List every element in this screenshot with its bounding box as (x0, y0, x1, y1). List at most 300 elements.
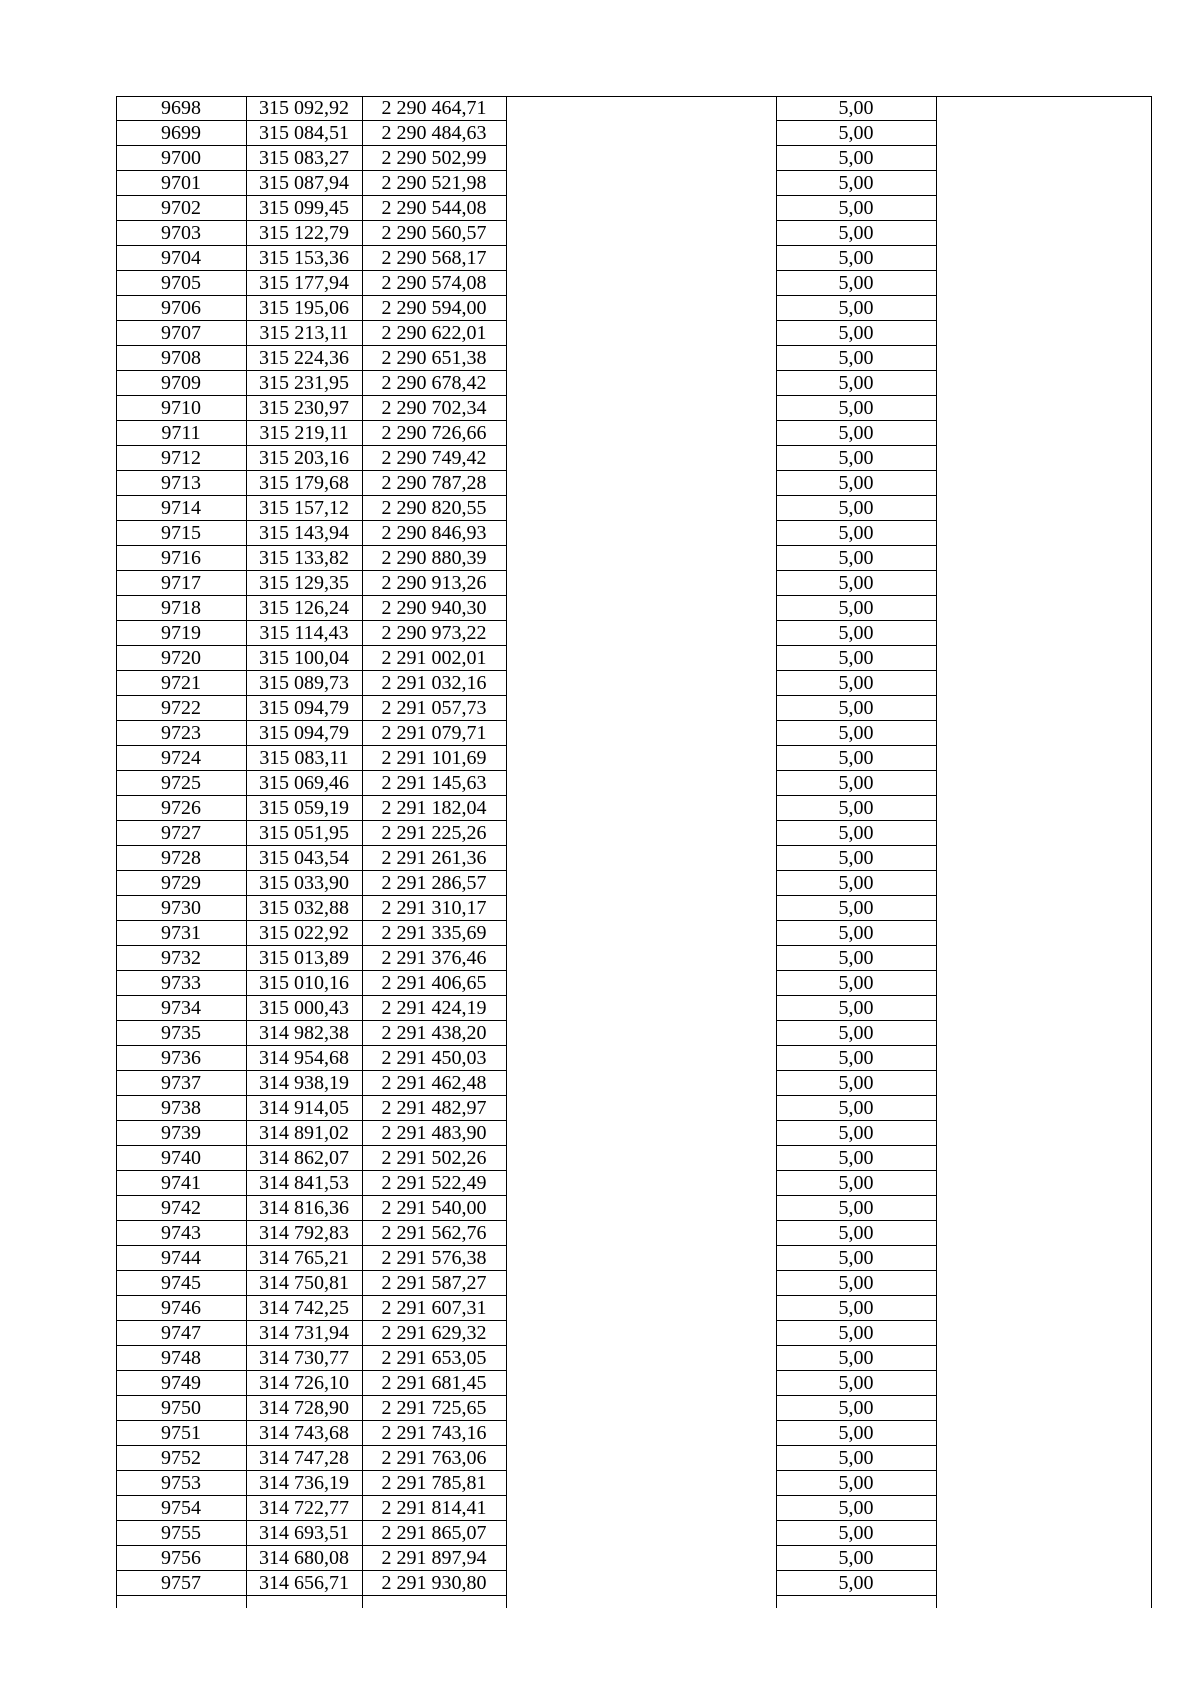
empty-cell (506, 1096, 776, 1121)
value-cell: 5,00 (776, 1046, 936, 1071)
y-coordinate-cell: 2 290 521,98 (362, 171, 506, 196)
value-cell: 5,00 (776, 1446, 936, 1471)
empty-cell (936, 171, 1152, 196)
empty-cell (506, 1021, 776, 1046)
value-cell: 5,00 (776, 421, 936, 446)
x-coordinate-cell: 314 730,77 (246, 1346, 362, 1371)
table-row (116, 196, 1152, 221)
table-row (116, 821, 1152, 846)
table-row (116, 346, 1152, 371)
y-coordinate-cell: 2 291 743,16 (362, 1421, 506, 1446)
y-coordinate-cell: 2 291 607,31 (362, 1296, 506, 1321)
empty-cell (506, 421, 776, 446)
point-number-cell: 9755 (116, 1521, 246, 1546)
point-number-cell: 9708 (116, 346, 246, 371)
table-row (116, 721, 1152, 746)
x-coordinate-cell: 315 032,88 (246, 896, 362, 921)
point-number-cell: 9742 (116, 1196, 246, 1221)
y-coordinate-cell: 2 290 846,93 (362, 521, 506, 546)
x-coordinate-cell: 315 126,24 (246, 596, 362, 621)
value-cell: 5,00 (776, 471, 936, 496)
empty-cell (506, 1546, 776, 1571)
empty-cell (936, 271, 1152, 296)
x-coordinate-cell: 315 022,92 (246, 921, 362, 946)
empty-cell (936, 1396, 1152, 1421)
y-coordinate-cell: 2 291 424,19 (362, 996, 506, 1021)
empty-cell (936, 571, 1152, 596)
x-coordinate-cell: 314 982,38 (246, 1021, 362, 1046)
empty-cell (506, 971, 776, 996)
value-cell: 5,00 (776, 621, 936, 646)
table-row (116, 1196, 1152, 1221)
value-cell: 5,00 (776, 996, 936, 1021)
empty-cell (936, 396, 1152, 421)
table-row (116, 1396, 1152, 1421)
value-cell: 5,00 (776, 1146, 936, 1171)
value-cell: 5,00 (776, 821, 936, 846)
table-row (116, 1096, 1152, 1121)
empty-cell (936, 1171, 1152, 1196)
table-row (116, 1521, 1152, 1546)
empty-cell (506, 1071, 776, 1096)
point-number-cell: 9743 (116, 1221, 246, 1246)
empty-cell (506, 896, 776, 921)
x-coordinate-cell: 314 728,90 (246, 1396, 362, 1421)
value-cell: 5,00 (776, 1396, 936, 1421)
empty-cell (506, 746, 776, 771)
value-cell: 5,00 (776, 1221, 936, 1246)
empty-cell (936, 196, 1152, 221)
value-cell: 5,00 (776, 1321, 936, 1346)
y-coordinate-cell: 2 290 568,17 (362, 246, 506, 271)
table-row (116, 521, 1152, 546)
value-cell: 5,00 (776, 1346, 936, 1371)
table-row (116, 296, 1152, 321)
y-coordinate-cell: 2 291 002,01 (362, 646, 506, 671)
point-number-cell: 9756 (116, 1546, 246, 1571)
y-coordinate-cell: 2 291 483,90 (362, 1121, 506, 1146)
point-number-cell: 9701 (116, 171, 246, 196)
empty-cell (506, 1196, 776, 1221)
y-coordinate-cell: 2 291 057,73 (362, 696, 506, 721)
x-coordinate-cell: 315 213,11 (246, 321, 362, 346)
x-coordinate-cell: 315 013,89 (246, 946, 362, 971)
point-number-cell: 9732 (116, 946, 246, 971)
empty-cell (506, 1296, 776, 1321)
y-coordinate-cell: 2 290 678,42 (362, 371, 506, 396)
empty-cell (506, 1471, 776, 1496)
empty-cell (936, 321, 1152, 346)
point-number-cell: 9709 (116, 371, 246, 396)
x-coordinate-cell: 315 083,27 (246, 146, 362, 171)
y-coordinate-cell: 2 290 702,34 (362, 396, 506, 421)
x-coordinate-cell: 315 051,95 (246, 821, 362, 846)
empty-cell (506, 121, 776, 146)
x-coordinate-cell: 314 731,94 (246, 1321, 362, 1346)
y-coordinate-cell: 2 290 787,28 (362, 471, 506, 496)
y-coordinate-cell: 2 291 145,63 (362, 771, 506, 796)
x-coordinate-cell: 314 841,53 (246, 1171, 362, 1196)
x-coordinate-cell: 315 100,04 (246, 646, 362, 671)
table-row (116, 1146, 1152, 1171)
point-number-cell: 9754 (116, 1496, 246, 1521)
value-cell: 5,00 (776, 296, 936, 321)
point-number-cell: 9752 (116, 1446, 246, 1471)
y-coordinate-cell: 2 290 484,63 (362, 121, 506, 146)
table-row (116, 771, 1152, 796)
empty-cell (936, 1196, 1152, 1221)
empty-cell (506, 396, 776, 421)
y-coordinate-cell: 2 290 880,39 (362, 546, 506, 571)
empty-cell (506, 246, 776, 271)
value-cell: 5,00 (776, 896, 936, 921)
point-number-cell: 9714 (116, 496, 246, 521)
x-coordinate-cell: 315 157,12 (246, 496, 362, 521)
value-cell: 5,00 (776, 1421, 936, 1446)
x-coordinate-cell: 315 203,16 (246, 446, 362, 471)
empty-cell (506, 321, 776, 346)
point-number-cell: 9727 (116, 821, 246, 846)
value-cell: 5,00 (776, 571, 936, 596)
point-number-cell: 9718 (116, 596, 246, 621)
empty-cell (936, 1096, 1152, 1121)
empty-cell (936, 1221, 1152, 1246)
table-row (116, 1571, 1152, 1596)
x-coordinate-cell: 314 792,83 (246, 1221, 362, 1246)
x-coordinate-cell: 315 043,54 (246, 846, 362, 871)
point-number-cell: 9737 (116, 1071, 246, 1096)
empty-cell (936, 821, 1152, 846)
value-cell: 5,00 (776, 921, 936, 946)
y-coordinate-cell: 2 290 622,01 (362, 321, 506, 346)
value-cell: 5,00 (776, 546, 936, 571)
table-row (116, 1421, 1152, 1446)
value-cell: 5,00 (776, 1096, 936, 1121)
value-cell: 5,00 (776, 1571, 936, 1596)
x-coordinate-cell: 315 083,11 (246, 746, 362, 771)
empty-cell (936, 246, 1152, 271)
y-coordinate-cell: 2 290 560,57 (362, 221, 506, 246)
empty-cell (936, 296, 1152, 321)
point-number-cell: 9729 (116, 871, 246, 896)
x-coordinate-cell: 314 656,71 (246, 1571, 362, 1596)
point-number-cell: 9753 (116, 1471, 246, 1496)
empty-cell (936, 121, 1152, 146)
table-row (116, 1221, 1152, 1246)
empty-cell (936, 721, 1152, 746)
point-number-cell: 9719 (116, 621, 246, 646)
value-cell: 5,00 (776, 846, 936, 871)
empty-cell (936, 1271, 1152, 1296)
y-coordinate-cell: 2 290 651,38 (362, 346, 506, 371)
x-coordinate-cell: 315 087,94 (246, 171, 362, 196)
x-coordinate-cell: 315 114,43 (246, 621, 362, 646)
x-coordinate-cell: 315 084,51 (246, 121, 362, 146)
y-coordinate-cell: 2 291 587,27 (362, 1271, 506, 1296)
point-number-cell: 9728 (116, 846, 246, 871)
y-coordinate-cell: 2 291 225,26 (362, 821, 506, 846)
point-number-cell: 9744 (116, 1246, 246, 1271)
point-number-cell: 9700 (116, 146, 246, 171)
value-cell: 5,00 (776, 121, 936, 146)
table-row (116, 921, 1152, 946)
empty-cell (936, 446, 1152, 471)
value-cell: 5,00 (776, 196, 936, 221)
x-coordinate-cell: 315 224,36 (246, 346, 362, 371)
value-cell: 5,00 (776, 871, 936, 896)
empty-cell (936, 771, 1152, 796)
point-number-cell: 9721 (116, 671, 246, 696)
empty-cell (506, 1396, 776, 1421)
empty-cell (506, 1171, 776, 1196)
point-number-cell: 9740 (116, 1146, 246, 1171)
y-coordinate-cell: 2 291 814,41 (362, 1496, 506, 1521)
table-row (116, 471, 1152, 496)
empty-cell (506, 371, 776, 396)
value-cell: 5,00 (776, 1271, 936, 1296)
x-coordinate-cell: 315 089,73 (246, 671, 362, 696)
empty-cell (506, 946, 776, 971)
empty-cell (936, 946, 1152, 971)
point-number-cell: 9699 (116, 121, 246, 146)
value-cell: 5,00 (776, 371, 936, 396)
table-row (116, 1321, 1152, 1346)
empty-cell (936, 546, 1152, 571)
y-coordinate-cell: 2 291 482,97 (362, 1096, 506, 1121)
value-cell: 5,00 (776, 96, 936, 121)
point-number-cell: 9739 (116, 1121, 246, 1146)
x-coordinate-cell: 314 862,07 (246, 1146, 362, 1171)
y-coordinate-cell: 2 291 653,05 (362, 1346, 506, 1371)
y-coordinate-cell: 2 290 502,99 (362, 146, 506, 171)
table-row (116, 1546, 1152, 1571)
value-cell: 5,00 (776, 171, 936, 196)
empty-cell (506, 721, 776, 746)
value-cell: 5,00 (776, 971, 936, 996)
empty-cell (936, 621, 1152, 646)
empty-cell (936, 1146, 1152, 1171)
empty-cell (506, 1271, 776, 1296)
x-coordinate-cell: 315 231,95 (246, 371, 362, 396)
point-number-cell: 9750 (116, 1396, 246, 1421)
table-row (116, 1021, 1152, 1046)
point-number-cell: 9731 (116, 921, 246, 946)
table-row (116, 271, 1152, 296)
empty-cell (506, 846, 776, 871)
y-coordinate-cell: 2 290 749,42 (362, 446, 506, 471)
y-coordinate-cell: 2 290 820,55 (362, 496, 506, 521)
point-number-cell: 9703 (116, 221, 246, 246)
x-coordinate-cell: 314 914,05 (246, 1096, 362, 1121)
point-number-cell: 9704 (116, 246, 246, 271)
x-coordinate-cell: 314 765,21 (246, 1246, 362, 1271)
x-coordinate-cell: 315 010,16 (246, 971, 362, 996)
empty-cell (506, 1521, 776, 1546)
empty-cell (936, 1521, 1152, 1546)
value-cell: 5,00 (776, 946, 936, 971)
empty-cell (506, 546, 776, 571)
empty-cell (936, 1471, 1152, 1496)
x-coordinate-cell: 314 680,08 (246, 1546, 362, 1571)
empty-cell (936, 1346, 1152, 1371)
empty-cell (506, 346, 776, 371)
empty-cell (936, 671, 1152, 696)
x-coordinate-cell: 314 954,68 (246, 1046, 362, 1071)
point-number-cell: 9720 (116, 646, 246, 671)
value-cell: 5,00 (776, 1471, 936, 1496)
empty-cell (506, 1571, 776, 1596)
y-coordinate-cell: 2 290 913,26 (362, 571, 506, 596)
table-row (116, 1171, 1152, 1196)
y-coordinate-cell: 2 291 930,80 (362, 1571, 506, 1596)
x-coordinate-cell: 315 000,43 (246, 996, 362, 1021)
y-coordinate-cell: 2 290 574,08 (362, 271, 506, 296)
y-coordinate-cell: 2 291 897,94 (362, 1546, 506, 1571)
value-cell: 5,00 (776, 646, 936, 671)
empty-cell (936, 1571, 1152, 1596)
y-coordinate-cell: 2 290 544,08 (362, 196, 506, 221)
value-cell: 5,00 (776, 771, 936, 796)
y-coordinate-cell: 2 291 406,65 (362, 971, 506, 996)
table-row (116, 1046, 1152, 1071)
point-number-cell: 9757 (116, 1571, 246, 1596)
x-coordinate-cell: 315 179,68 (246, 471, 362, 496)
empty-cell (936, 871, 1152, 896)
value-cell: 5,00 (776, 796, 936, 821)
point-number-cell: 9741 (116, 1171, 246, 1196)
y-coordinate-cell: 2 290 464,71 (362, 96, 506, 121)
value-cell: 5,00 (776, 396, 936, 421)
point-number-cell: 9705 (116, 271, 246, 296)
empty-cell (936, 1321, 1152, 1346)
value-cell: 5,00 (776, 696, 936, 721)
y-coordinate-cell: 2 290 594,00 (362, 296, 506, 321)
value-cell: 5,00 (776, 271, 936, 296)
empty-cell (506, 271, 776, 296)
empty-cell (506, 1146, 776, 1171)
y-coordinate-cell: 2 291 182,04 (362, 796, 506, 821)
empty-cell (936, 846, 1152, 871)
x-coordinate-cell: 315 122,79 (246, 221, 362, 246)
table-row (116, 171, 1152, 196)
empty-cell (936, 1296, 1152, 1321)
point-number-cell: 9747 (116, 1321, 246, 1346)
point-number-cell: 9748 (116, 1346, 246, 1371)
empty-cell (936, 696, 1152, 721)
empty-cell (936, 346, 1152, 371)
value-cell: 5,00 (776, 746, 936, 771)
value-cell: 5,00 (776, 496, 936, 521)
empty-cell (506, 1371, 776, 1396)
empty-cell (936, 221, 1152, 246)
empty-cell (936, 1121, 1152, 1146)
empty-cell (506, 1246, 776, 1271)
empty-cell (936, 421, 1152, 446)
value-cell: 5,00 (776, 671, 936, 696)
x-coordinate-cell: 315 143,94 (246, 521, 362, 546)
table-row (116, 746, 1152, 771)
table-row (116, 1246, 1152, 1271)
table-row (116, 796, 1152, 821)
table-row (116, 546, 1152, 571)
table-row (116, 571, 1152, 596)
point-number-cell: 9746 (116, 1296, 246, 1321)
y-coordinate-cell: 2 291 101,69 (362, 746, 506, 771)
y-coordinate-cell: 2 291 502,26 (362, 1146, 506, 1171)
value-cell: 5,00 (776, 721, 936, 746)
x-coordinate-cell: 315 094,79 (246, 696, 362, 721)
x-coordinate-cell: 315 219,11 (246, 421, 362, 446)
table-row (116, 846, 1152, 871)
table-row (116, 596, 1152, 621)
point-number-cell: 9716 (116, 546, 246, 571)
empty-cell (936, 796, 1152, 821)
empty-cell (936, 521, 1152, 546)
empty-cell (936, 1246, 1152, 1271)
point-number-cell: 9751 (116, 1421, 246, 1446)
empty-cell (936, 1496, 1152, 1521)
empty-cell (506, 1321, 776, 1346)
table-row (116, 1446, 1152, 1471)
empty-cell (936, 1021, 1152, 1046)
x-coordinate-cell: 314 747,28 (246, 1446, 362, 1471)
table-row (116, 396, 1152, 421)
x-coordinate-cell: 315 133,82 (246, 546, 362, 571)
table-row (116, 1271, 1152, 1296)
empty-cell (506, 296, 776, 321)
table-row (116, 621, 1152, 646)
point-number-cell: 9738 (116, 1096, 246, 1121)
x-coordinate-cell: 315 092,92 (246, 96, 362, 121)
table-row (116, 321, 1152, 346)
x-coordinate-cell: 315 099,45 (246, 196, 362, 221)
empty-cell (936, 496, 1152, 521)
table-row (116, 221, 1152, 246)
point-number-cell: 9725 (116, 771, 246, 796)
point-number-cell: 9707 (116, 321, 246, 346)
table-row (116, 696, 1152, 721)
point-number-cell: 9702 (116, 196, 246, 221)
table-row (116, 421, 1152, 446)
value-cell: 5,00 (776, 1371, 936, 1396)
point-number-cell: 9745 (116, 1271, 246, 1296)
value-cell: 5,00 (776, 446, 936, 471)
y-coordinate-cell: 2 291 576,38 (362, 1246, 506, 1271)
x-coordinate-cell: 315 195,06 (246, 296, 362, 321)
point-number-cell: 9722 (116, 696, 246, 721)
value-cell: 5,00 (776, 1021, 936, 1046)
empty-cell (936, 896, 1152, 921)
point-number-cell: 9710 (116, 396, 246, 421)
point-number-cell: 9735 (116, 1021, 246, 1046)
point-number-cell: 9717 (116, 571, 246, 596)
table-row (116, 1346, 1152, 1371)
empty-cell (936, 1546, 1152, 1571)
value-cell: 5,00 (776, 1196, 936, 1221)
table-row (116, 1471, 1152, 1496)
x-coordinate-cell: 314 736,19 (246, 1471, 362, 1496)
x-coordinate-cell: 315 230,97 (246, 396, 362, 421)
y-coordinate-cell: 2 291 286,57 (362, 871, 506, 896)
y-coordinate-cell: 2 291 462,48 (362, 1071, 506, 1096)
empty-cell (506, 221, 776, 246)
x-coordinate-cell: 314 750,81 (246, 1271, 362, 1296)
y-coordinate-cell: 2 291 450,03 (362, 1046, 506, 1071)
empty-cell (506, 471, 776, 496)
table-row (116, 1296, 1152, 1321)
empty-cell (936, 96, 1152, 121)
x-coordinate-cell: 314 938,19 (246, 1071, 362, 1096)
